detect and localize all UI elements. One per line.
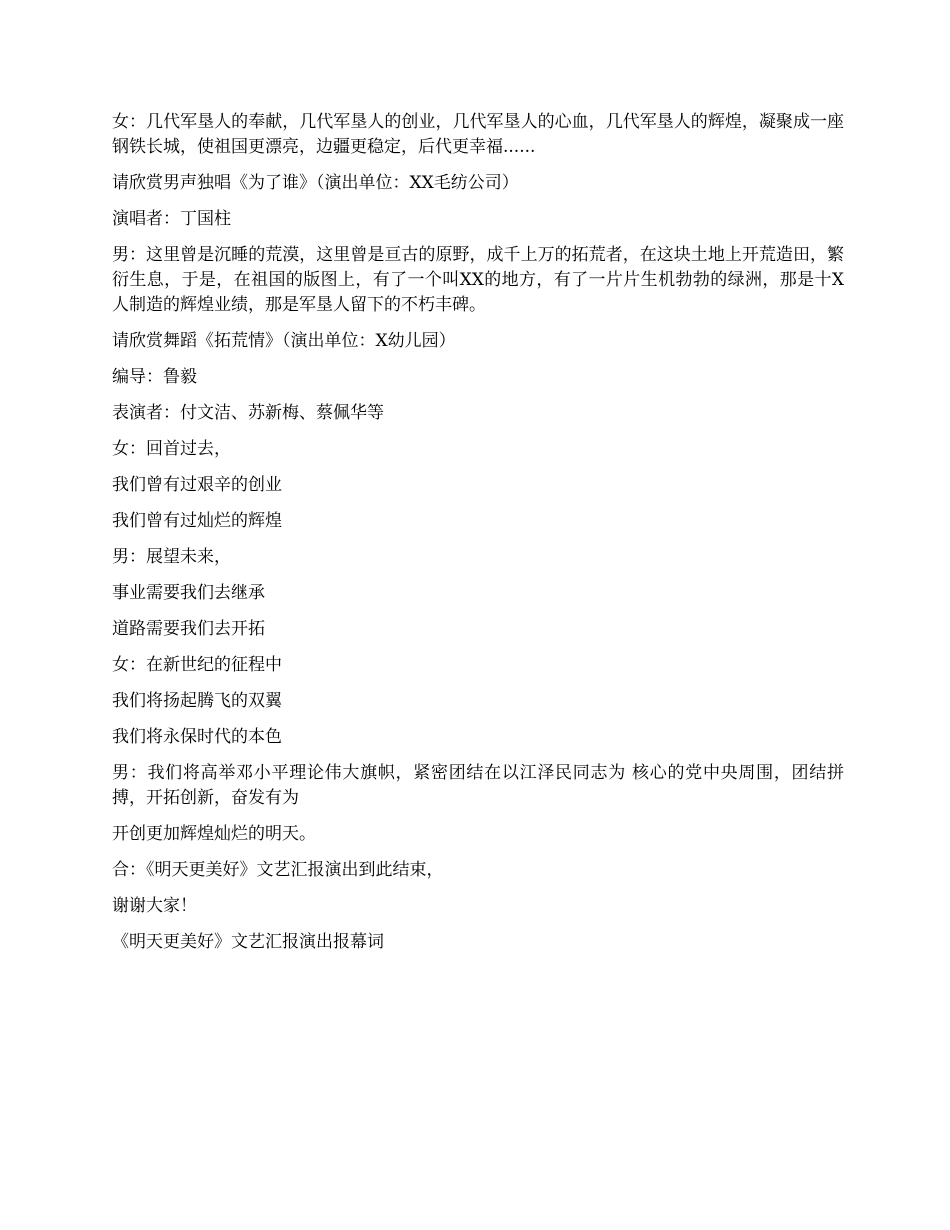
paragraph-14: 女：在新世纪的征程中: [112, 655, 282, 675]
paragraph-8: 女：回首过去，: [112, 439, 231, 459]
paragraph-7: 表演者：付文洁、苏新梅、蔡佩华等: [112, 403, 384, 423]
paragraph-16: 我们将永保时代的本色: [112, 727, 282, 747]
paragraph-20: 谢谢大家！: [112, 896, 197, 916]
paragraph-11: 男：展望未来，: [112, 547, 231, 567]
paragraph-12: 事业需要我们去继承: [112, 583, 265, 603]
paragraph-9: 我们曾有过艰辛的创业: [112, 475, 282, 495]
paragraph-15: 我们将扬起腾飞的双翼: [112, 691, 282, 711]
paragraph-19: 合：《明天更美好》文艺汇报演出到此结束，: [112, 860, 444, 880]
paragraph-3: 演唱者：丁国柱: [112, 209, 231, 229]
paragraph-10: 我们曾有过灿烂的辉煌: [112, 511, 282, 531]
document-body: [112, 110, 844, 966]
paragraph-4: 男：这里曾是沉睡的荒漠，这里曾是亘古的原野，成千上万的拓荒者，在这块土地上开荒造田，繁衍生息，于是，在祖国的版图上，有了一个叫XX的地方，有了一片片生机勃勃的绿洲，那是十X人制造的辉煌业绩，那是军垦人留下的不朽丰碑。: [112, 245, 844, 315]
paragraph-5: 请欣赏舞蹈《拓荒情》（演出单位：X幼儿园）: [112, 331, 456, 351]
paragraph-18: 开创更加辉煌灿烂的明天。: [112, 824, 316, 844]
paragraph-13: 道路需要我们去开拓: [112, 619, 265, 639]
document-title-footer: 《明天更美好》文艺汇报演出报幕词: [112, 932, 384, 952]
paragraph-2: 请欣赏男声独唱《为了谁》（演出单位：XX毛纺公司）: [112, 173, 519, 193]
paragraph-1: 女：几代军垦人的奉献，几代军垦人的创业，几代军垦人的心血，几代军垦人的辉煌，凝聚成一座钢铁长城，使祖国更漂亮，边疆更稳定，后代更幸福......: [112, 112, 844, 157]
paragraph-17: 男：我们将高举邓小平理论伟大旗帜，紧密团结在以江泽民同志为 核心的党中央周围，团结拼搏，开拓创新，奋发有为: [112, 763, 844, 808]
paragraph-6: 编导：鲁毅: [112, 367, 197, 387]
